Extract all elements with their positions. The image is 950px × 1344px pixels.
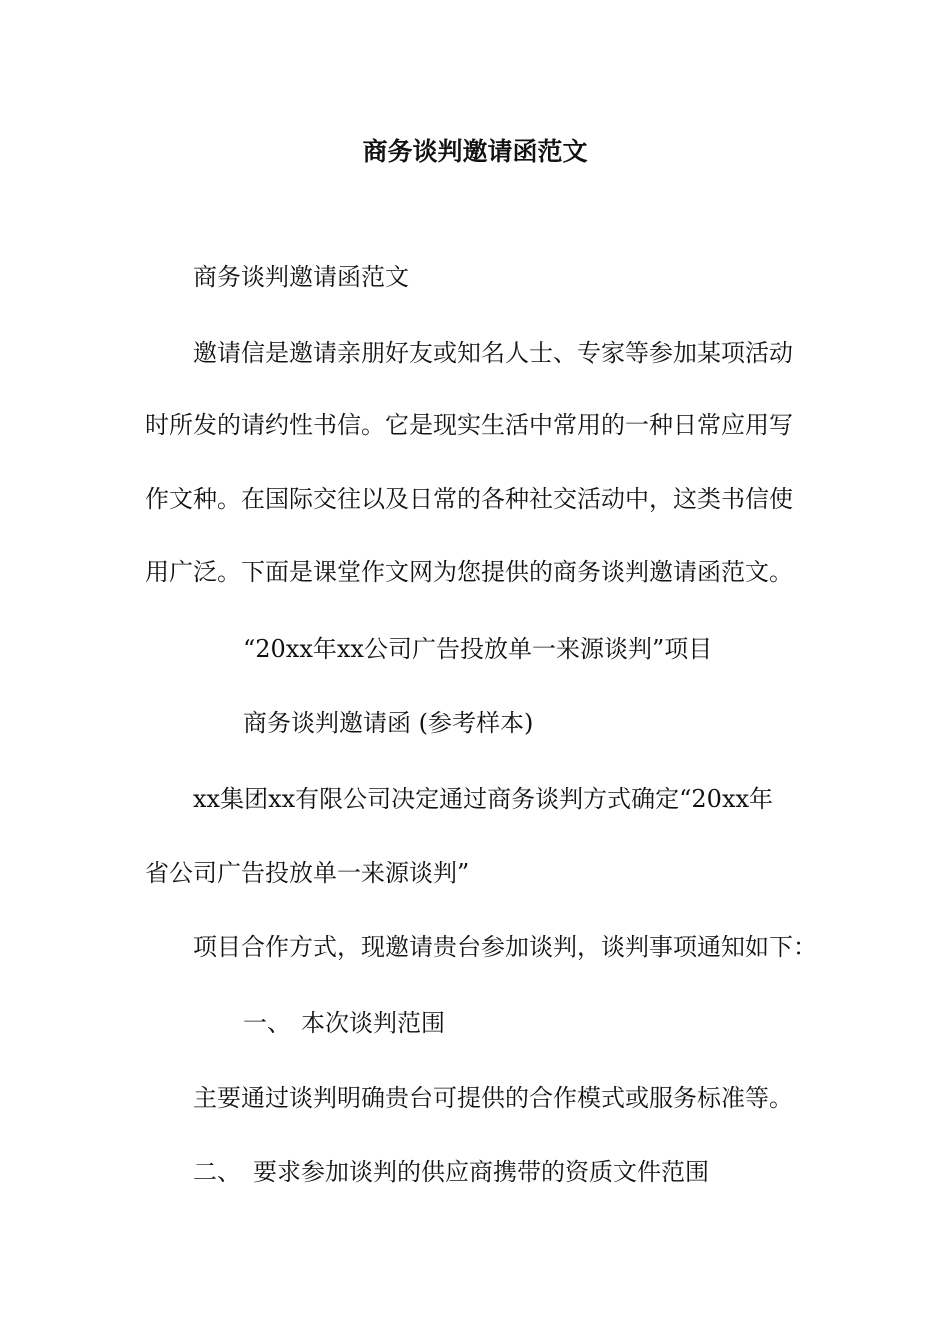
project-name: “20xx年xx公司广告投放单一来源谈判”项目 xyxy=(243,635,713,663)
body-line-2: 省公司广告投放单一来源谈判” xyxy=(145,859,470,887)
body-line-1: xx集团xx有限公司决定通过商务谈判方式确定“20xx年 xyxy=(193,785,774,813)
section-1-title: 本次谈判范围 xyxy=(301,1009,445,1037)
document-title: 商务谈判邀请函范文 xyxy=(362,137,588,166)
section-1-body: 主要通过谈判明确贵台可提供的合作模式或服务标准等。 xyxy=(193,1084,793,1112)
section-1-number: 一、 xyxy=(243,1009,291,1037)
section-2-title: 要求参加谈判的供应商携带的资质文件范围 xyxy=(253,1158,709,1186)
section-1-heading xyxy=(243,1008,445,1038)
paragraph-heading: 商务谈判邀请函范文 xyxy=(193,263,409,291)
section-2-heading xyxy=(193,1157,709,1187)
intro-line-4: 用广泛。下面是课堂作文网为您提供的商务谈判邀请函范文。 xyxy=(145,558,793,586)
body-line-3: 项目合作方式，现邀请贵台参加谈判，谈判事项通知如下： xyxy=(193,933,817,961)
intro-line-1: 邀请信是邀请亲朋好友或知名人士、专家等参加某项活动 xyxy=(193,339,793,367)
intro-line-3: 作文种。在国际交往以及日常的各种社交活动中，这类书信使 xyxy=(145,485,793,513)
section-2-number: 二、 xyxy=(193,1158,241,1186)
letter-subtitle: 商务谈判邀请函 (参考样本) xyxy=(243,709,534,737)
intro-line-2: 时所发的请约性书信。它是现实生活中常用的一种日常应用写 xyxy=(145,411,793,439)
